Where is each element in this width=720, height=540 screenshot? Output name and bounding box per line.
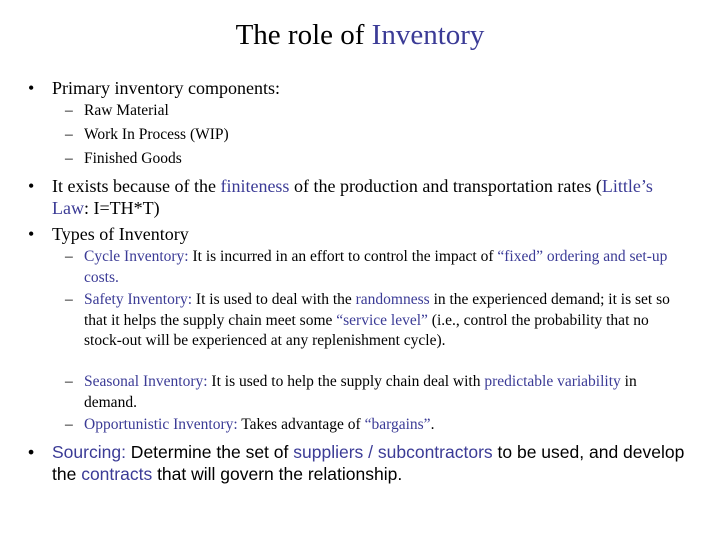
sub-bullet-cycle-inventory: – Cycle Inventory: It is incurred in an effort to control the impact of “fixed” ordering and set-up costs. bbox=[84, 247, 684, 288]
slide-title bbox=[0, 18, 720, 52]
bullet-primary-components: • Primary inventory components: bbox=[52, 77, 692, 99]
title-text: The role of bbox=[235, 19, 372, 51]
sub-bullet-safety-inventory: – Safety Inventory: It is used to deal with the randomness in the experienced demand; it is set so that it helps the supply chain meet some “service level” (i.e., control the probability that no stock-out will be experienced at any replenishment cycle). bbox=[84, 290, 684, 352]
sub-bullet-opportunistic-inventory: – Opportunistic Inventory: Takes advantage of “bargains”. bbox=[84, 415, 684, 436]
sub-bullet-wip: – Work In Process (WIP) bbox=[84, 125, 684, 146]
sub-bullet-seasonal-inventory: – Seasonal Inventory: It is used to help the supply chain deal with predictable variability in demand. bbox=[84, 372, 684, 413]
sub-bullet-raw-material: – Raw Material bbox=[84, 101, 684, 122]
bullet-finiteness: • It exists because of the finiteness of the production and transportation rates (Little’s Law: I=TH*T) bbox=[52, 175, 692, 219]
title-highlight: Inventory bbox=[371, 19, 485, 51]
sub-bullet-finished-goods: – Finished Goods bbox=[84, 149, 684, 170]
bullet-types-of-inventory: • Types of Inventory bbox=[52, 223, 692, 245]
bullet-sourcing: • Sourcing: Determine the set of suppliers / subcontractors to be used, and develop the contracts that will govern the relationship. bbox=[52, 441, 692, 485]
